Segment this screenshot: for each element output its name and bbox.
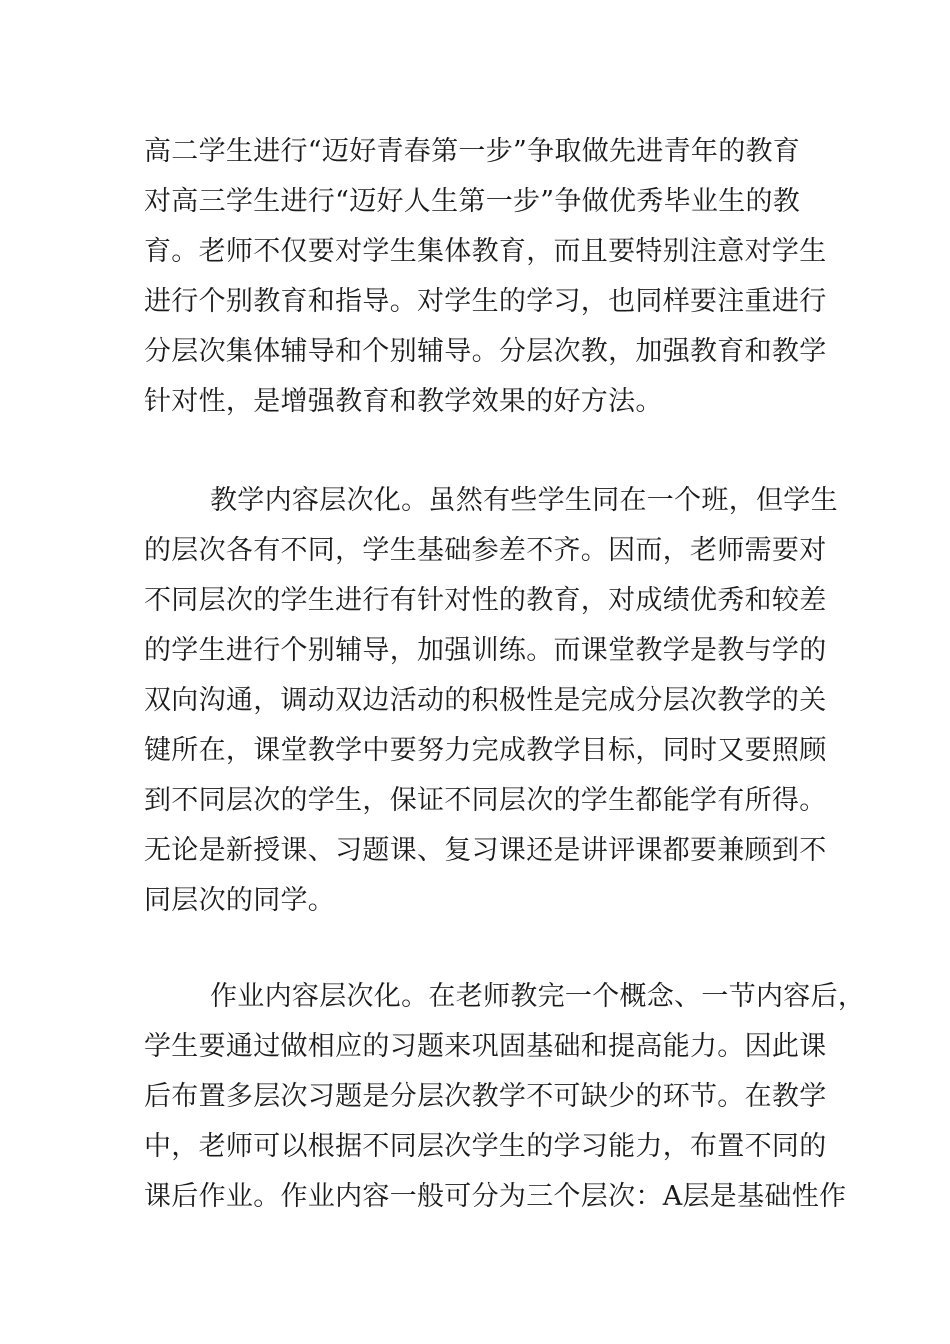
text-line: 后布置多层次习题是分层次教学不可缺少的环节。在教学	[144, 1081, 827, 1112]
text-line: 针对性，是增强教育和教学效果的好方法。	[144, 386, 663, 417]
text-line: 进行个别教育和指导。对学生的学习，也同样要注重进行	[144, 286, 827, 317]
text-line: 教学内容层次化。虽然有些学生同在一个班，但学生	[210, 485, 838, 516]
text-line: 的层次各有不同，学生基础参差不齐。因而，老师需要对	[144, 535, 827, 566]
text-line: 中，老师可以根据不同层次学生的学习能力，布置不同的	[144, 1131, 827, 1162]
text-line: 课后作业。作业内容一般可分为三个层次：A层是基础性作	[144, 1181, 847, 1212]
text-line: 学生要通过做相应的习题来巩固基础和提高能力。因此课	[144, 1031, 827, 1062]
text-line: 同层次的同学。	[144, 885, 336, 916]
text-line: 双向沟通，调动双边活动的积极性是完成分层次教学的关	[144, 685, 827, 716]
text-line: 的学生进行个别辅导，加强训练。而课堂教学是教与学的	[144, 635, 827, 666]
text-line: 键所在，课堂教学中要努力完成教学目标，同时又要照顾	[144, 735, 827, 766]
text-line: 对高三学生进行“迈好人生第一步”争做优秀毕业生的教	[144, 186, 801, 217]
text-line: 分层次集体辅导和个别辅导。分层次教，加强教育和教学	[144, 336, 827, 367]
text-line: 不同层次的学生进行有针对性的教育，对成绩优秀和较差	[144, 585, 827, 616]
text-line: 到不同层次的学生，保证不同层次的学生都能学有所得。	[144, 785, 827, 816]
text-line: 作业内容层次化。在老师教完一个概念、一节内容后，	[210, 981, 866, 1012]
text-line: 无论是新授课、习题课、复习课还是讲评课都要兼顾到不	[144, 835, 827, 866]
text-line: 育。老师不仅要对学生集体教育，而且要特别注意对学生	[144, 236, 827, 267]
text-line: 高二学生进行“迈好青春第一步”争取做先进青年的教育	[144, 136, 801, 167]
